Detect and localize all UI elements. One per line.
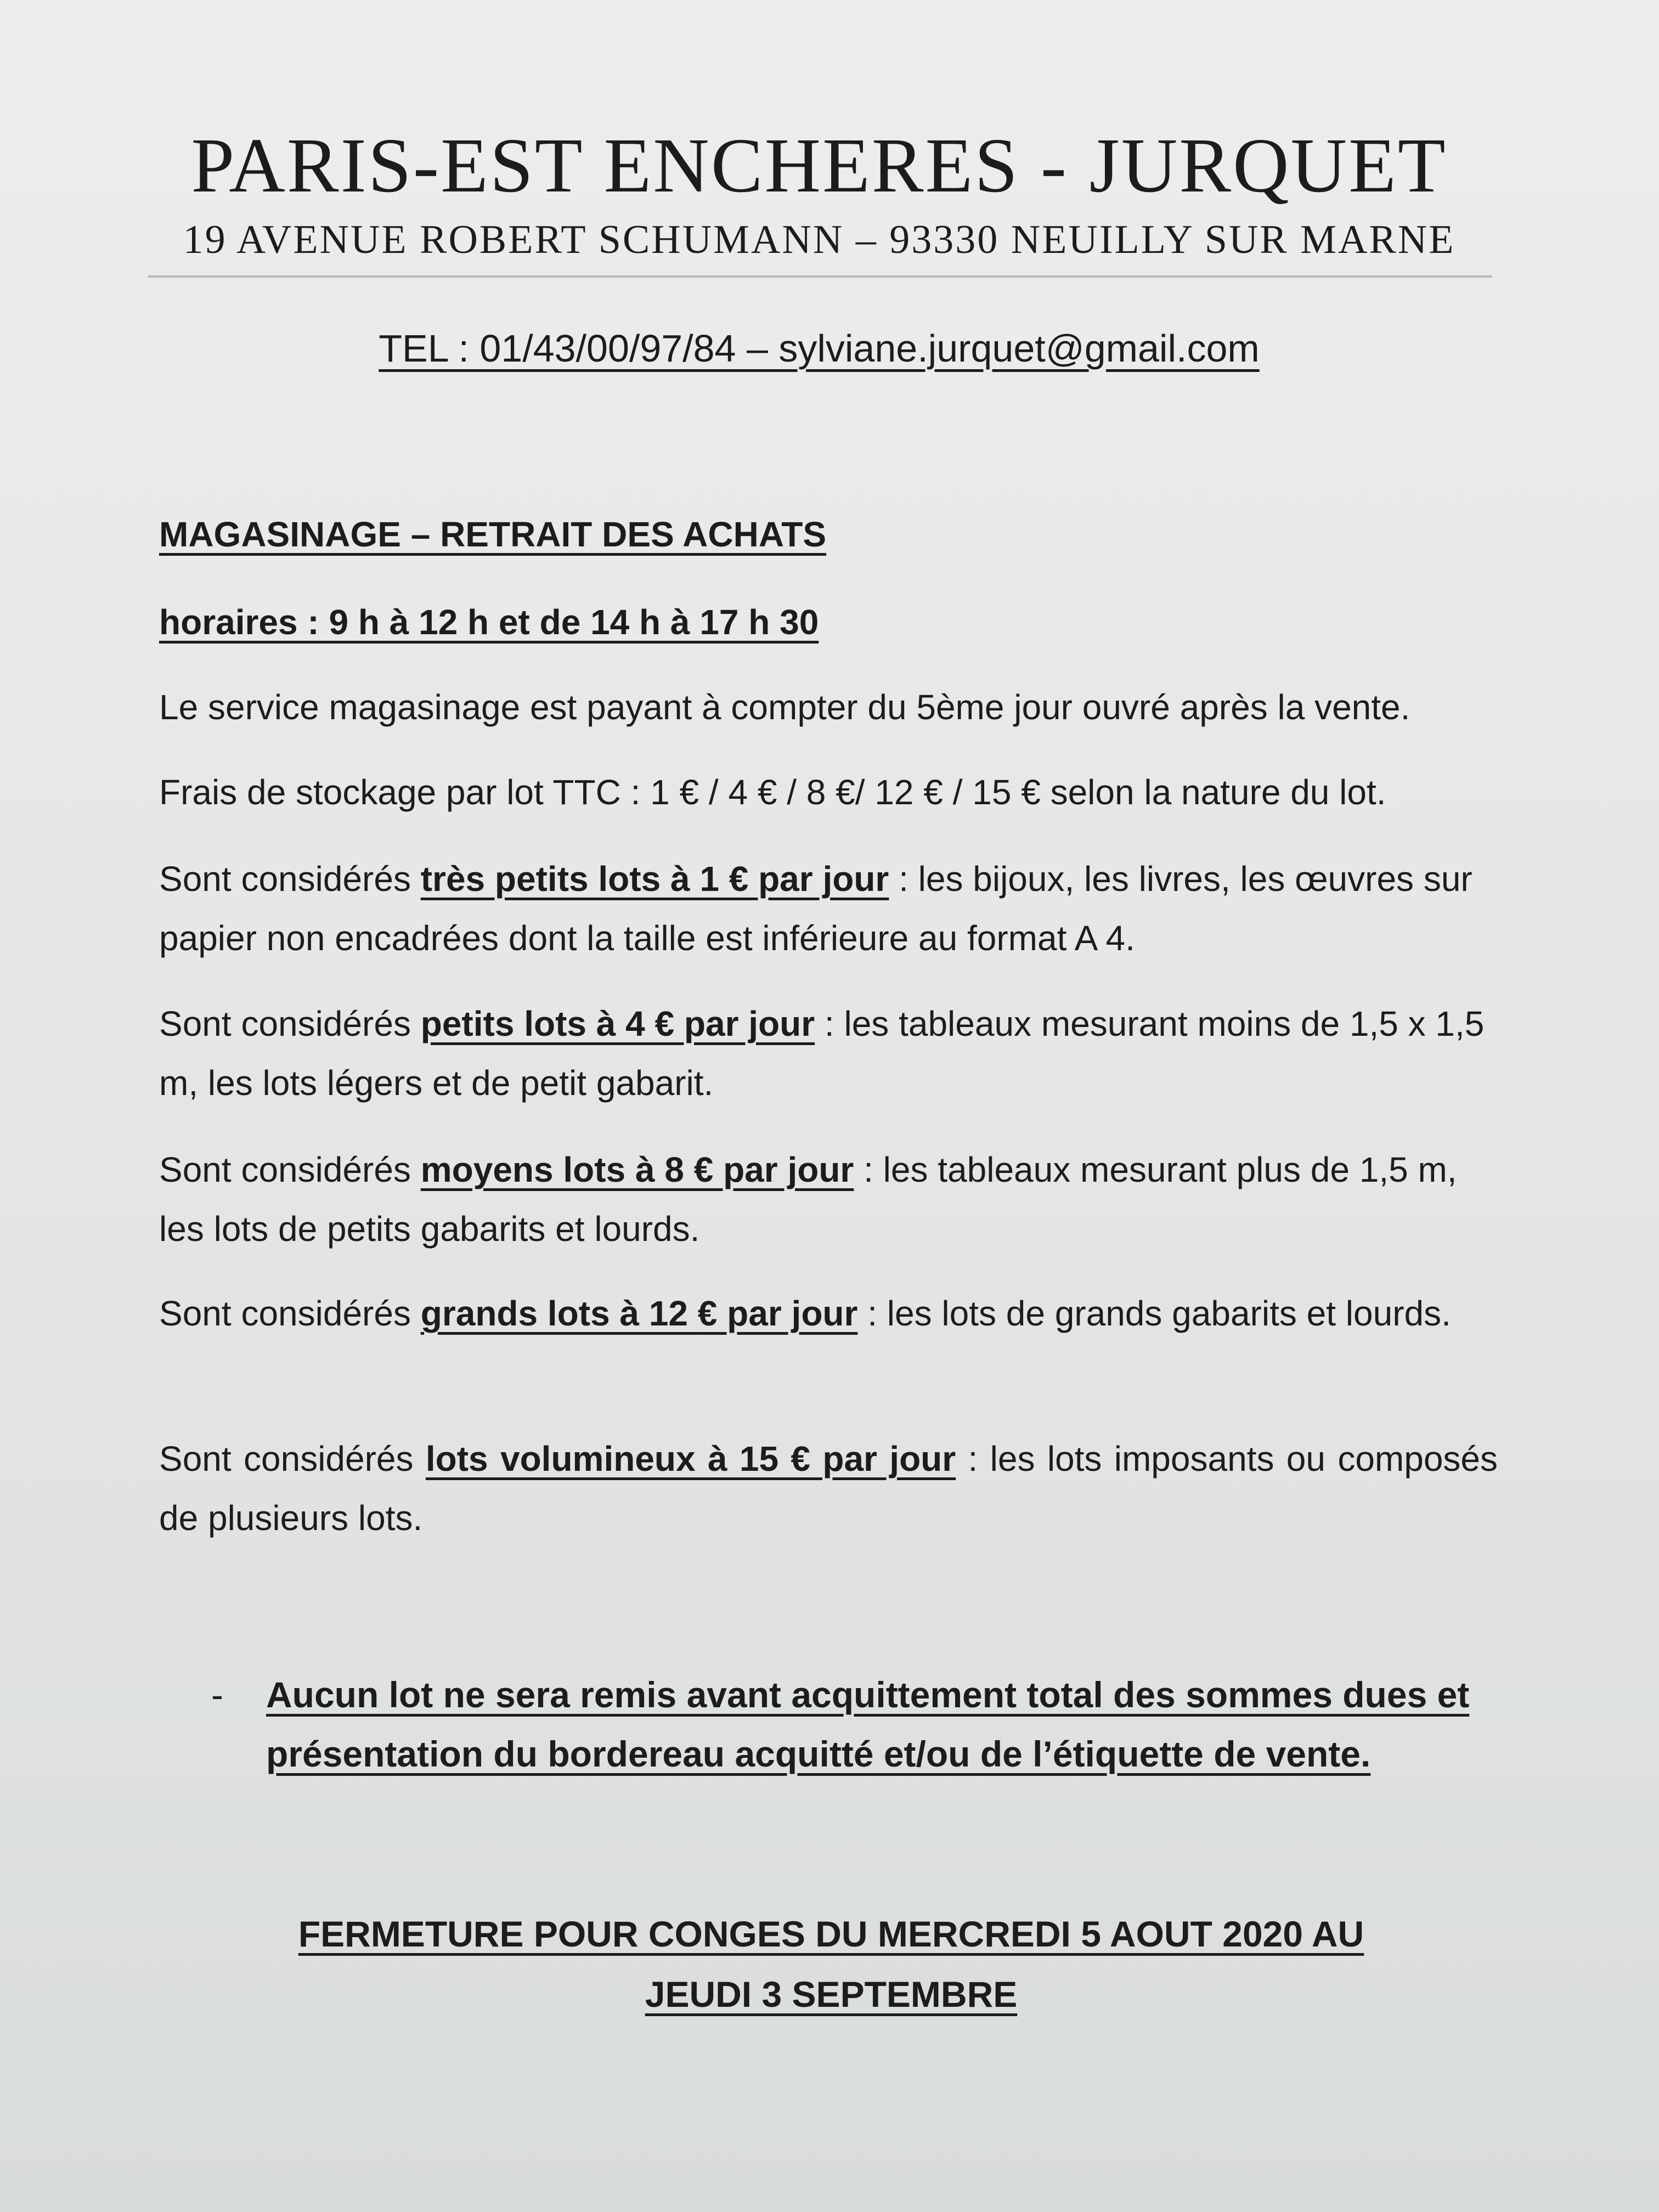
section-title <box>159 505 1498 564</box>
payment-notice-text: Aucun lot ne sera remis avant acquittement total des sommes dues et présentation du bordereau acquitté et/ou de l’étiquette de vente. <box>266 1674 1470 1774</box>
bulky-lots-description: : les lots imposants ou composés de plusieurs lots. <box>159 1439 1498 1538</box>
large-lots-description: : les lots de grands gabarits et lourds. <box>857 1294 1451 1333</box>
payment-notice <box>211 1665 1511 1784</box>
company-address: 19 AVENUE ROBERT SCHUMANN – 93330 NEUILLY SUR MARNE <box>183 217 1455 262</box>
small-lots-paragraph <box>159 994 1498 1113</box>
large-lots-paragraph <box>159 1284 1498 1343</box>
lead-text: Sont considérés <box>159 1439 426 1479</box>
very-small-lots-rate: très petits lots à 1 € par jour <box>420 859 889 899</box>
closure-notice: FERMETURE POUR CONGES DU MERCREDI 5 AOUT 2020 AU JEUDI 3 SEPTEMBRE <box>298 1914 1364 2015</box>
medium-lots-paragraph <box>159 1140 1498 1259</box>
contact-line <box>0 329 1638 368</box>
company-name: PARIS-EST ENCHERES - JURQUET <box>191 122 1447 208</box>
contact-text: TEL : 01/43/00/97/84 – sylviane.jurquet@gmail.com <box>379 327 1260 370</box>
bulky-lots-paragraph <box>159 1429 1498 1548</box>
opening-hours-text: horaires : 9 h à 12 h et de 14 h à 17 h 30 <box>159 602 819 642</box>
small-lots-description: : les tableaux mesurant moins de 1,5 x 1,5 m, les lots légers et de petit gabarit. <box>159 1004 1485 1103</box>
large-lots-rate: grands lots à 12 € par jour <box>420 1294 858 1333</box>
storage-fee-start-paragraph: Le service magasinage est payant à compter du 5ème jour ouvré après la vente. <box>159 687 1410 727</box>
lead-text: Sont considérés <box>159 1150 421 1189</box>
bulky-lots-rate: lots volumineux à 15 € par jour <box>425 1439 956 1479</box>
lead-text: Sont considérés <box>159 1294 421 1333</box>
storage-fees-paragraph: Frais de stockage par lot TTC : 1 € / 4 € / 8 €/ 12 € / 15 € selon la nature du lot. <box>159 772 1386 812</box>
lead-text: Sont considérés <box>159 1004 421 1043</box>
small-lots-rate: petits lots à 4 € par jour <box>420 1004 815 1043</box>
medium-lots-description: : les tableaux mesurant plus de 1,5 m, les lots de petits gabarits et lourds. <box>159 1150 1457 1249</box>
medium-lots-rate: moyens lots à 8 € par jour <box>420 1150 854 1189</box>
very-small-lots-description: : les bijoux, les livres, les œuvres sur papier non encadrées dont la taille est inférieure au format A 4. <box>159 859 1472 958</box>
section-title-text: MAGASINAGE – RETRAIT DES ACHATS <box>159 515 827 554</box>
very-small-lots-paragraph <box>159 849 1498 968</box>
header-divider <box>148 275 1492 278</box>
opening-hours <box>159 592 1498 652</box>
lead-text: Sont considérés <box>159 859 421 899</box>
bullet-dash: - <box>211 1674 223 1715</box>
